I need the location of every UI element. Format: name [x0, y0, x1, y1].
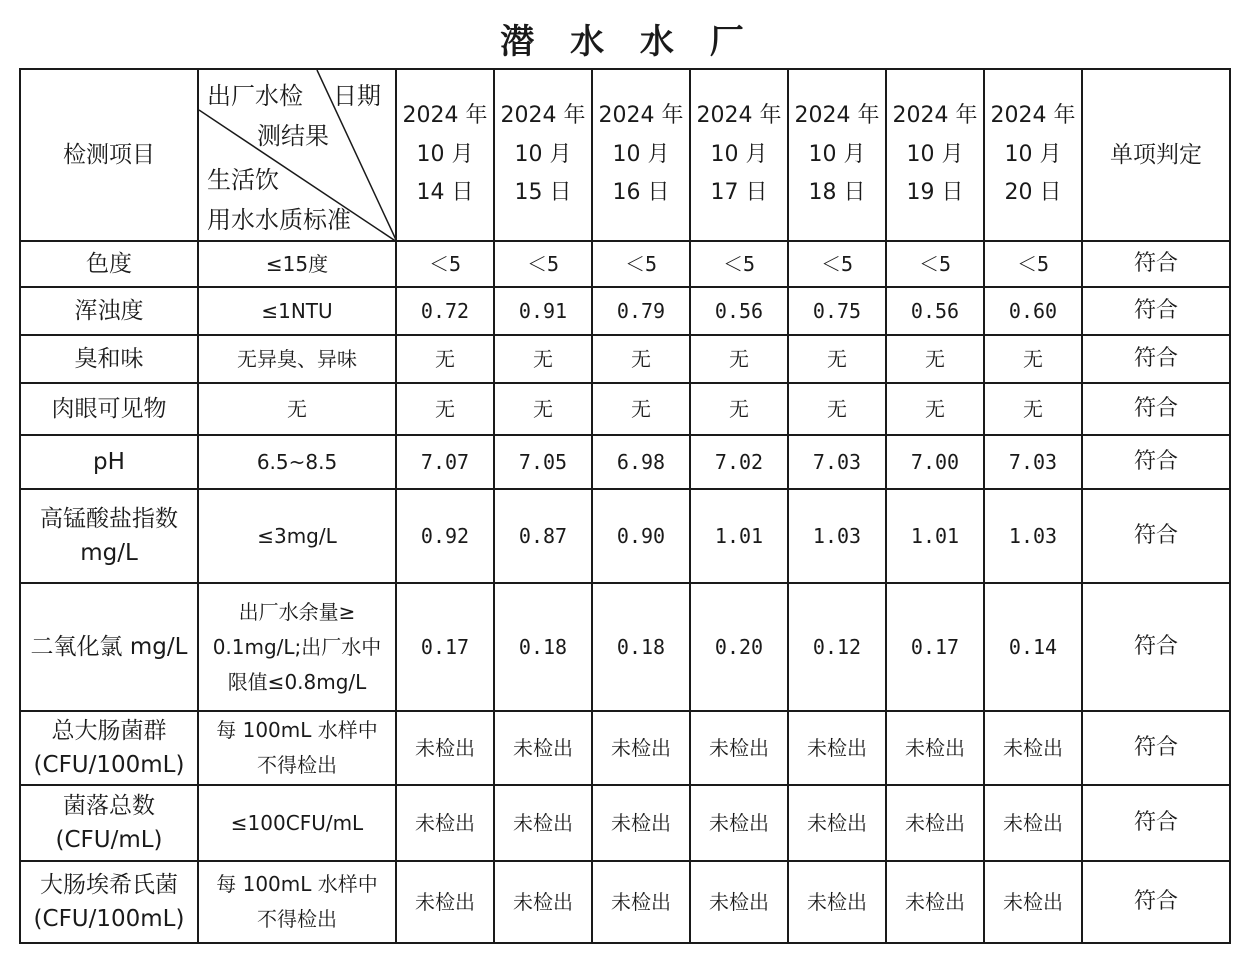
standard-cell: ≤100CFU/mL — [198, 785, 396, 861]
value-cell: 1.03 — [788, 489, 886, 583]
value-cell: 无 — [592, 335, 690, 383]
judge-cell: 符合 — [1082, 583, 1230, 711]
value-cell: 0.72 — [396, 287, 494, 335]
item-name-cell: 菌落总数 (CFU/mL) — [20, 785, 198, 861]
table-row — [20, 489, 1230, 583]
value-cell: 0.92 — [396, 489, 494, 583]
value-cell: 0.75 — [788, 287, 886, 335]
value-cell: 7.00 — [886, 435, 984, 489]
judge-cell: 符合 — [1082, 383, 1230, 435]
value-cell: 0.20 — [690, 583, 788, 711]
value-cell: 1.01 — [886, 489, 984, 583]
value-cell: 无 — [984, 335, 1082, 383]
value-cell: 无 — [788, 383, 886, 435]
table-row — [20, 711, 1230, 785]
value-cell: ＜5 — [690, 241, 788, 287]
value-cell: 未检出 — [788, 861, 886, 943]
value-cell: 6.98 — [592, 435, 690, 489]
value-cell: 7.05 — [494, 435, 592, 489]
value-cell: ＜5 — [886, 241, 984, 287]
header-date: 2024 年 10 月 18 日 — [788, 69, 886, 241]
value-cell: 0.56 — [886, 287, 984, 335]
header-date: 2024 年 10 月 17 日 — [690, 69, 788, 241]
header-date: 2024 年 10 月 16 日 — [592, 69, 690, 241]
value-cell: 未检出 — [690, 711, 788, 785]
value-cell: 未检出 — [886, 711, 984, 785]
value-cell: 0.60 — [984, 287, 1082, 335]
header-diag-top-right: 日期 — [333, 82, 381, 110]
judge-cell: 符合 — [1082, 335, 1230, 383]
value-cell: 0.17 — [396, 583, 494, 711]
value-cell: 无 — [690, 335, 788, 383]
header-diag-top-left: 出厂水检 — [207, 82, 303, 110]
standard-cell: 每 100mL 水样中 不得检出 — [198, 861, 396, 943]
value-cell: 未检出 — [984, 785, 1082, 861]
table-row — [20, 785, 1230, 861]
value-cell: 未检出 — [690, 785, 788, 861]
value-cell: 未检出 — [788, 785, 886, 861]
value-cell: 0.14 — [984, 583, 1082, 711]
header-date: 2024 年 10 月 20 日 — [984, 69, 1082, 241]
value-cell: 无 — [592, 383, 690, 435]
value-cell: 未检出 — [886, 861, 984, 943]
value-cell: 无 — [886, 383, 984, 435]
value-cell: 未检出 — [788, 711, 886, 785]
judge-cell: 符合 — [1082, 435, 1230, 489]
value-cell: 未检出 — [396, 861, 494, 943]
value-cell: 0.17 — [886, 583, 984, 711]
page-title: 潜 水 水 厂 — [500, 22, 756, 62]
value-cell: 0.12 — [788, 583, 886, 711]
value-cell: 0.91 — [494, 287, 592, 335]
value-cell: 7.03 — [788, 435, 886, 489]
table-row — [20, 335, 1230, 383]
header-date: 2024 年 10 月 15 日 — [494, 69, 592, 241]
value-cell: 无 — [494, 383, 592, 435]
value-cell: 未检出 — [592, 711, 690, 785]
value-cell: 0.56 — [690, 287, 788, 335]
standard-cell: 无 — [198, 383, 396, 435]
value-cell: 1.03 — [984, 489, 1082, 583]
value-cell: 未检出 — [690, 861, 788, 943]
value-cell: 无 — [396, 335, 494, 383]
value-cell: 0.90 — [592, 489, 690, 583]
value-cell: ＜5 — [592, 241, 690, 287]
item-name-cell: pH — [20, 435, 198, 489]
value-cell: 未检出 — [592, 785, 690, 861]
value-cell: 未检出 — [396, 785, 494, 861]
value-cell: 0.79 — [592, 287, 690, 335]
item-name-cell: 肉眼可见物 — [20, 383, 198, 435]
header-date: 2024 年 10 月 19 日 — [886, 69, 984, 241]
standard-cell: 无异臭、异味 — [198, 335, 396, 383]
table-row — [20, 383, 1230, 435]
table-row — [20, 435, 1230, 489]
item-name-cell: 大肠埃希氏菌 (CFU/100mL) — [20, 861, 198, 943]
standard-cell: ≤1NTU — [198, 287, 396, 335]
value-cell: 未检出 — [494, 711, 592, 785]
value-cell: 无 — [984, 383, 1082, 435]
value-cell: 无 — [494, 335, 592, 383]
standard-cell: ≤3mg/L — [198, 489, 396, 583]
value-cell: 未检出 — [494, 861, 592, 943]
value-cell: 0.18 — [494, 583, 592, 711]
standard-cell: 每 100mL 水样中 不得检出 — [198, 711, 396, 785]
value-cell: 0.18 — [592, 583, 690, 711]
value-cell: ＜5 — [396, 241, 494, 287]
header-date: 2024 年 10 月 14 日 — [396, 69, 494, 241]
value-cell: 未检出 — [494, 785, 592, 861]
standard-cell: 出厂水余量≥ 0.1mg/L;出厂水中 限值≤0.8mg/L — [198, 583, 396, 711]
item-name-cell: 二氧化氯 mg/L — [20, 583, 198, 711]
value-cell: 无 — [788, 335, 886, 383]
value-cell: 未检出 — [592, 861, 690, 943]
judge-cell: 符合 — [1082, 489, 1230, 583]
item-name-cell: 色度 — [20, 241, 198, 287]
value-cell: 无 — [886, 335, 984, 383]
table-row — [20, 583, 1230, 711]
item-name-cell: 浑浊度 — [20, 287, 198, 335]
header-diag-mid: 测结果 — [257, 122, 329, 150]
value-cell: 未检出 — [984, 861, 1082, 943]
value-cell: 未检出 — [984, 711, 1082, 785]
value-cell: ＜5 — [984, 241, 1082, 287]
header-item-label: 检测项目 — [20, 69, 198, 241]
header-diag-bottom-2: 用水水质标准 — [207, 206, 351, 234]
value-cell: 无 — [396, 383, 494, 435]
value-cell: 无 — [690, 383, 788, 435]
value-cell: ＜5 — [494, 241, 592, 287]
standard-cell: ≤15度 — [198, 241, 396, 287]
value-cell: 未检出 — [886, 785, 984, 861]
judge-cell: 符合 — [1082, 785, 1230, 861]
table-row — [20, 861, 1230, 943]
value-cell: 7.02 — [690, 435, 788, 489]
table-row — [20, 287, 1230, 335]
header-diagonal-cell — [198, 69, 396, 241]
judge-cell: 符合 — [1082, 241, 1230, 287]
judge-cell: 符合 — [1082, 711, 1230, 785]
item-name-cell: 臭和味 — [20, 335, 198, 383]
value-cell: 0.87 — [494, 489, 592, 583]
value-cell: 1.01 — [690, 489, 788, 583]
header-judge-label: 单项判定 — [1082, 69, 1230, 241]
item-name-cell: 高锰酸盐指数 mg/L — [20, 489, 198, 583]
table-row — [20, 241, 1230, 287]
header-diag-bottom-1: 生活饮 — [207, 166, 279, 194]
item-name-cell: 总大肠菌群 (CFU/100mL) — [20, 711, 198, 785]
standard-cell: 6.5~8.5 — [198, 435, 396, 489]
judge-cell: 符合 — [1082, 287, 1230, 335]
judge-cell: 符合 — [1082, 861, 1230, 943]
value-cell: ＜5 — [788, 241, 886, 287]
value-cell: 7.03 — [984, 435, 1082, 489]
value-cell: 未检出 — [396, 711, 494, 785]
water-quality-table — [19, 68, 1231, 944]
value-cell: 7.07 — [396, 435, 494, 489]
